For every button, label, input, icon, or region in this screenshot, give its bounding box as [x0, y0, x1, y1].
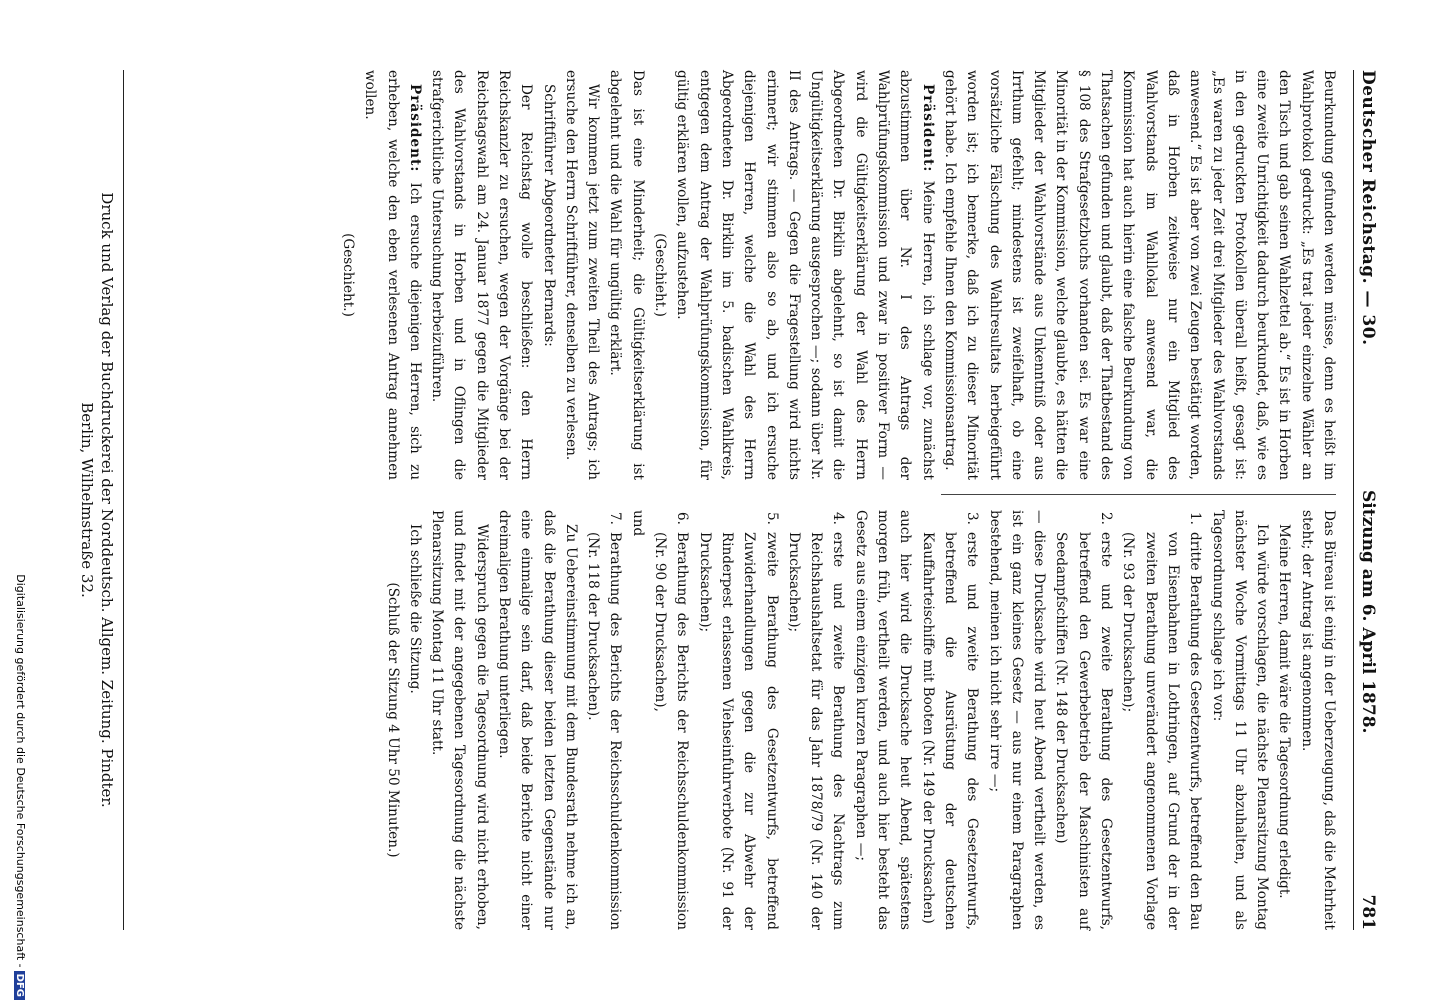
agenda-item: [916, 510, 983, 930]
reaction: (Geschieht.): [339, 233, 356, 317]
agenda-number: 3.: [964, 512, 981, 525]
paragraph: — diese Drucksache wird heut Abend vertheilt werden, es ist ein ganz kleines Gesetz — aus nur einem Paragraphen bestehend, meinen ich nicht sehr irre —;: [986, 510, 1048, 930]
agenda-number: 1.: [1187, 512, 1204, 525]
agenda-item: [582, 510, 627, 930]
agenda-item: [1117, 510, 1206, 930]
speaker-label: Präsident:: [406, 84, 423, 173]
agenda-text: erste und zweite Berathung des Gesetzentwurfs, betreffend die Ausrüstung der deutschen Kauffahrteischiffe mit Booten (Nr. 149 der Drucksachen): [919, 532, 981, 930]
conjunction: und: [629, 510, 646, 537]
agenda-text: erste und zweite Berathung des Nachtrags zum Reichshaushaltsetat für das Jahr 1878/79 (Nr. 140 der Drucksachen);: [785, 532, 847, 930]
agenda-number: 6.: [674, 512, 691, 525]
digitization-note: [14, 0, 27, 1000]
column-divider: [941, 494, 1336, 495]
header-center: Sitzung am 6. April 1878.: [1358, 490, 1378, 734]
agenda-number: 5.: [763, 512, 780, 525]
paragraph: Zu Uebereinstimmung mit dem Bundesrath nehme ich an, daß die Berathung dieser beiden letzten Gegenstände nur eine einmalige sein darf, daß beide Berichte nicht einer dreimaligen Berathung unterliegen.: [496, 510, 579, 930]
paragraph: Wir kommen jetzt zum zweiten Theil des Antrags; ich ersuche den Herrn Schriftführer, denselben zu verlesen.: [562, 70, 602, 480]
paragraph: [359, 70, 426, 480]
paragraph: Das Büreau ist einig in der Ueberzeugung, daß die Mehrheit steht; der Antrag ist angenommen.: [1298, 510, 1337, 930]
secretary-label: Schriftführer Abgeordneter Bernards:: [540, 84, 557, 347]
right-column: [381, 510, 1340, 930]
speech-text: Meine Herren, ich schlage vor, zunächst abzustimmen über Nr. I des Antrags der Wahlprüfungskommission und zwar in positiver Form — wird die Gültigkeitserklärung der Wahl des Herrn Abgeordneten Dr. Birklin abgelehnt, so ist damit die Ungültigkeitserklärung ausgesprochen —; sodann über Nr. II des Antrags. — Gegen die Fragestellung wird nichts erinnert; wir stimmen also so ab, und ich ersuche diejenigen Herren, welche die Wahl des Herrn Abgeordneten Dr. Birklin im 5. badischen Wahlkreis, entgegen dem Antrag der Wahlprüfungskommission, für gültig erklären wollen, aufzustehen.: [674, 70, 936, 480]
agenda-item: [1050, 510, 1117, 930]
agenda-number: 2.: [1098, 512, 1115, 525]
reaction: (Geschieht.): [652, 233, 669, 317]
page-header: [1353, 70, 1380, 930]
paragraph: auch hier wird die Drucksache heut Abend, spätestens morgen früh, vertheilt werden, und auch hier besteht das Gesetz aus einem einzigen kurzen Paragraphen —;: [852, 510, 914, 930]
agenda-item: [649, 510, 694, 930]
left-column: [337, 70, 1340, 480]
agenda-text: zweite Berathung des Gesetzentwurfs, betreffend Zuwiderhandlungen gegen die zur Abwehr der Rinderpest erlassenen Viehseinfuhrverbote (Nr. 91 der Drucksachen);: [696, 532, 780, 930]
agenda-item: [693, 510, 782, 930]
agenda-text: Berathung des Berichts der Reichsschuldenkommission (Nr. 118 der Drucksachen).: [585, 532, 624, 930]
agenda-number: 4.: [830, 512, 847, 525]
speech-text: Ich ersuche diejenigen Herren, sich zu erheben, welche den eben verlesenen Antrag annehmen wollen.: [362, 70, 423, 480]
paragraph: Meine Herren, damit wäre die Tagesordnung erledigt.: [1276, 524, 1293, 899]
agenda-number: 7.: [607, 512, 624, 525]
imprint-line: Druck und Verlag der Buchdruckerei der Norddeutsch. Allgem. Zeitung. Pindter.: [98, 192, 116, 808]
closing-note: (Schluß der Sitzung 4 Uhr 50 Minuten.): [384, 582, 401, 858]
paragraph: Ich würde vorschlagen, die nächste Plenarsitzung Montag nächster Woche Vormittags 11 Uhr abzuhalten, und als Tagesordnung schlage ich vor:: [1209, 510, 1271, 930]
header-left: Deutscher Reichstag. — 30.: [1358, 70, 1378, 346]
agenda-text: erste und zweite Berathung des Gesetzentwurfs, betreffend den Gewerbebetrieb der Maschinisten auf Seedampfschiffen (Nr. 148 der Drucksachen): [1053, 532, 1115, 930]
paragraph: Das ist eine Minderheit; die Gültigkeitserklärung ist abgelehnt und die Wahl für ungültig erklärt.: [607, 70, 646, 480]
paragraph: Ich schließe die Sitzung.: [406, 524, 423, 694]
paragraph: [671, 70, 939, 480]
dfg-logo: DFG: [14, 971, 25, 1000]
page-number: 781: [1358, 894, 1378, 930]
digitization-text: Digitalisierung gefördert durch die Deutsche Forschungsgemeinschaft -: [14, 574, 27, 968]
speaker-label: Präsident:: [919, 84, 936, 173]
agenda-item: [783, 510, 850, 930]
agenda-text: Berathung des Berichts der Reichsschuldenkommission (Nr. 90 der Drucksachen),: [652, 532, 691, 930]
agenda-text: dritte Berathung des Gesetzentwurfs, betreffend den Bau von Eisenbahnen in Lothringen, auf Grund der in der zweiten Berathung unverändert angenommenen Vorlage (Nr. 93 der Drucksachen);: [1120, 532, 1204, 930]
imprint-line: Berlin, Wilhelmstraße 32.: [78, 402, 96, 598]
imprint-footer: [77, 70, 124, 930]
motion-text: Der Reichstag wolle beschließen: den Herrn Reichskanzler zu ersuchen, wegen der Vorgänge bei der Reichstagswahl am 24. Januar 1877 gegen die Mitglieder des Wahlvorstands in Horben und in Oflingen die strafgerichtliche Untersuchung herbeizuführen.: [429, 70, 535, 480]
paragraph: Widerspruch gegen die Tagesordnung wird nicht erhoben, und findet mit der angegebenen Tagesordnung die nächste Plenarsitzung Montag 11 Uhr statt.: [429, 510, 490, 930]
paragraph: Beurkundung gefunden werden müsse, denn es heißt im Wahlprotokol gedruckt: „Es trat jeder einzelne Wähler an den Tisch und gab seinen Wahlzettel ab.“ Es ist in Horben eine zweite Unrichtigkeit dadurch beurkundet, daß, wie es in den gedruckten Protokollen überall heißt, gesagt ist: „Es waren zu jeder Zeit drei Mitglieder des Wahlvorstands anwesend.“ Es ist aber von zwei Zeugen bestätigt worden, daß in Horben zeitweise nur ein Mitglied des Wahlvorstands im Wahllokal anwesend war, die Kommission hat auch hierin eine falsche Beurkundung von Thatsachen gefunden und glaubt, daß der Thatbestand des § 108 des Strafgesetzbuchs vorhanden sei. Es war eine Minorität in der Kommission, welche glaubte, es hätten die Mitglieder der Wahlvorstände aus Unkenntniß oder aus Irrthum gefehlt; mindestens ist zweifelhaft, ob eine vorsätzliche Fälschung des Wahlresultats herbeigeführt worden ist; ich bemerke, daß ich zu dieser Minorität gehört habe. Ich empfehle Ihnen den Kommissionsantrag.: [941, 70, 1337, 480]
